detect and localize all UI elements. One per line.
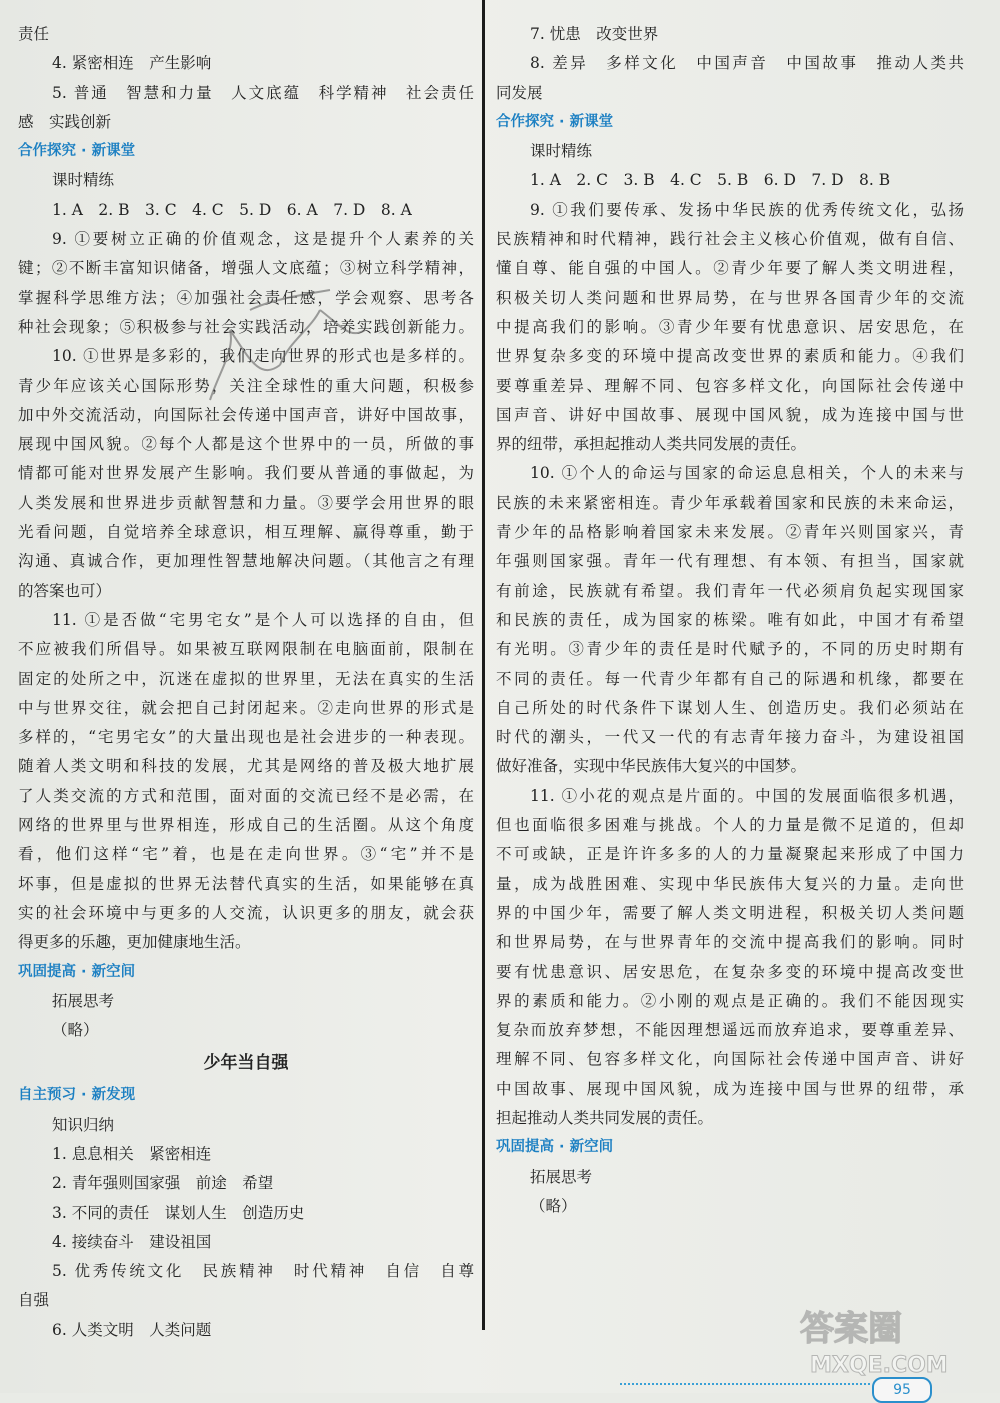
right-text-line: 不同的责任。每一代青少年都有自己的际遇和机缘，都要在 [496, 669, 964, 688]
left-text-line: 4. 接续奋斗 建设祖国 [52, 1232, 212, 1251]
left-text-line: 中与世界交往，就会把自己封闭起来。②走向世界的形式是 [18, 698, 474, 717]
subheading: 课时精练 [52, 171, 115, 190]
left-text-line: 9. ①要树立正确的价值观念，这是提升个人素养的关 [52, 230, 474, 249]
right-text-line: 1. A 2. C 3. B 4. C 5. B 6. D 7. D 8. B [530, 171, 891, 190]
right-text-line: 青少年的品格影响着国家未来发展。②青年兴则国家兴，青 [496, 523, 964, 542]
watermark-logo [790, 1300, 980, 1380]
subheading: 拓展思考 [530, 1167, 593, 1186]
right-text-line: 年强则国家强。青年一代有理想、有本领、有担当，国家就 [496, 552, 964, 571]
right-text-line: 国声音、讲好中国故事、展现中国风貌，成为连接中国与世 [496, 405, 964, 424]
left-text-line: 光看问题，自觉培养全球意识，相互理解、赢得尊重，勤于 [18, 523, 474, 542]
left-text-line: 4. 紧密相连 产生影响 [52, 54, 212, 73]
right-text-line: 9. ①我们要传承、发扬中华民族的优秀传统文化，弘扬 [530, 200, 964, 219]
left-text-line: 感 实践创新 [18, 112, 112, 131]
left-text-line: 了人类交流的方式和范围，面对面的交流已经不是必需，在 [18, 786, 474, 805]
left-text-line: 的答案也可） [18, 581, 112, 600]
section-heading: 巩固提高 · 新空间 [18, 963, 136, 980]
right-text-line: 中国故事、展现中国风貌，成为连接中国与世界的纽带，承 [496, 1079, 964, 1098]
right-text-line: 世界复杂多变的环境中提高改变世界的素质和能力。④我们 [496, 347, 964, 366]
left-text-line: 自强 [18, 1291, 50, 1310]
pencil-scribble [190, 270, 390, 430]
right-text-line: 和世界局势，在与世界青年的交流中提高我们的影响。同时 [496, 933, 964, 952]
right-text-line: 理解不同、包容多样文化，向国际社会传递中国声音、讲好 [496, 1050, 964, 1069]
left-text-line: 2. 青年强则国家强 前途 希望 [52, 1174, 274, 1193]
right-text-line: 有光明。③青少年的责任是时代赋予的，不同的历史时期有 [496, 640, 964, 659]
left-text-line: 展现中国风貌。②每个人都是这个世界中的一员，所做的事 [18, 435, 474, 454]
right-text-line: 不可或缺，正是许许多多的人的力量凝聚起来形成了中国力 [496, 845, 964, 864]
page-footer [600, 1379, 1000, 1398]
left-text-line: 1. 息息相关 紧密相连 [52, 1144, 212, 1163]
section-heading: 巩固提高 · 新空间 [496, 1139, 614, 1156]
subheading: 拓展思考 [52, 991, 115, 1010]
column-divider [482, 0, 485, 1330]
right-text-line: 要尊重差异、理解不同、包容多样文化，向国际社会传递中 [496, 376, 964, 395]
right-text-line: 10. ①个人的命运与国家的命运息息相关，个人的未来与 [530, 464, 964, 483]
left-text-line: 11. ①是否做“宅男宅女”是个人可以选择的自由，但 [52, 610, 474, 629]
right-text-line: 中提高我们的影响。③青少年要有忧患意识、居安思危，在 [496, 317, 964, 336]
left-text-line: 5. 优秀传统文化 民族精神 时代精神 自信 自尊 [52, 1262, 474, 1281]
right-text-line: 担起推动人类共同发展的责任。 [496, 1108, 714, 1127]
right-text-line: 时代的潮头，一代又一代的有志青年接力奋斗，为建设祖国 [496, 728, 964, 747]
right-text-line: 自己所处的时代条件下谋划人生、创造历史。我们必须站在 [496, 698, 964, 717]
left-text-line: 人类发展和世界进步贡献智慧和力量。③要学会用世界的眼 [18, 493, 474, 512]
left-column [18, 20, 474, 1345]
section-heading: 合作探究 · 新课堂 [18, 143, 136, 160]
subheading: （略） [52, 1021, 99, 1040]
svg-text:MXQE.COM: MXQE.COM [810, 1353, 948, 1378]
subheading: 课时精练 [530, 142, 593, 161]
right-text-line: 有前途，民族就有希望。我们青年一代必须肩负起实现国家 [496, 581, 964, 600]
right-text-line: 积极关切人类问题和世界局势，在与世界各国青少年的交流 [496, 288, 964, 307]
left-text-line: 随着人类文明和科技的发展，尤其是网络的普及极大地扩展 [18, 757, 474, 776]
right-text-line: 界的纽带，承担起推动人类共同发展的责任。 [496, 435, 807, 454]
left-text-line: 青少年应该关心国际形势，关注全球性的重大问题，积极参 [18, 376, 474, 395]
right-text-line: 7. 忧患 改变世界 [530, 25, 659, 43]
left-text-line: 5. 普通 智慧和力量 人文底蕴 科学精神 社会责任 [52, 83, 474, 102]
left-text-line: 坏事，但是虚拟的世界无法替代真实的生活，如果能够在真 [18, 874, 474, 893]
left-text-line: 掌握科学思维方法；④加强社会责任感，学会观察、思考各 [18, 288, 474, 307]
left-text-line: 加中外交流活动，向国际社会传递中国声音，讲好中国故事， [18, 405, 474, 424]
right-text-line: 同发展 [496, 83, 543, 102]
left-text-line: 10. ①世界是多彩的，我们走向世界的形式也是多样的。 [52, 347, 474, 366]
left-text-line: 固定的处所之中，沉迷在虚拟的世界里，无法在真实的生活 [18, 669, 474, 688]
right-column [496, 20, 964, 1221]
right-text-line: 11. ①小花的观点是片面的。中国的发展面临很多机遇， [530, 786, 964, 805]
left-text-line: 责任 [18, 25, 50, 43]
footer-dotted-line [620, 1383, 870, 1385]
right-text-line: 民族的未来紧密相连。青少年承载着国家和民族的未来命运， [496, 493, 964, 512]
left-text-line: 种社会现象；⑤积极参与社会实践活动，培养实践创新能力。 [18, 317, 474, 336]
right-text-line: 界的中国少年，需要了解人类文明进程，积极关切人类问题 [496, 903, 964, 922]
subheading: （略） [530, 1196, 577, 1215]
right-text-line: 量，成为战胜困难、实现中华民族伟大复兴的力量。走向世 [496, 874, 964, 893]
left-text-line: 1. A 2. B 3. C 4. C 5. D 6. A 7. D 8. A [52, 200, 412, 219]
left-text-line: 得更多的乐趣，更加健康地生活。 [18, 933, 251, 952]
left-text-line: 实的社会环境中与更多的人交流，认识更多的朋友，就会获 [18, 903, 474, 922]
right-text-line: 懂自尊、能自强的中国人。②青少年要了解人类文明进程， [496, 259, 964, 278]
left-text-line: 看，他们这样“宅”着，也是在走向世界。③“宅”并不是 [18, 845, 474, 864]
left-text-line: 不应被我们所倡导。如果被互联网限制在电脑面前，限制在 [18, 640, 474, 659]
section-heading: 合作探究 · 新课堂 [496, 113, 614, 130]
right-text-line: 8. 差异 多样文化 中国声音 中国故事 推动人类共 [530, 54, 964, 73]
left-text-line: 3. 不同的责任 谋划人生 创造历史 [52, 1203, 305, 1222]
page-number: 95 [872, 1377, 932, 1403]
right-text-line: 复杂而放弃梦想，不能因理想遥远而放弃追求，要尊重差异、 [496, 1021, 964, 1040]
right-text-line: 民族精神和时代精神，践行社会主义核心价值观，做有自信、 [496, 230, 964, 249]
left-text-line: 6. 人类文明 人类问题 [52, 1320, 212, 1339]
subheading: 知识归纳 [52, 1115, 115, 1134]
right-text-line: 要有忧患意识、居安思危，在复杂多变的环境中提高改变世 [496, 962, 964, 981]
left-text-line: 网络的世界里与世界相连，形成自己的生活圈。从这个角度 [18, 816, 474, 835]
svg-text:答案圈: 答案圈 [800, 1309, 902, 1349]
right-text-line: 做好准备，实现中华民族伟大复兴的中国梦。 [496, 757, 807, 776]
lesson-title: 少年当自强 [203, 1053, 289, 1074]
left-text-line: 键；②不断丰富知识储备，增强人文底蕴；③树立科学精神， [18, 259, 474, 278]
right-text-line: 和民族的责任，成为国家的栋梁。唯有如此，中国才有希望 [496, 610, 964, 629]
left-text-line: 沟通、真诚合作，更加理性智慧地解决问题。（其他言之有理 [18, 552, 474, 571]
left-text-line: 多样的，“宅男宅女”的大量出现也是社会进步的一种表现。 [18, 728, 474, 747]
right-text-line: 界的素质和能力。②小刚的观点是正确的。我们不能因现实 [496, 991, 964, 1010]
right-text-line: 但也面临很多困难与挑战。个人的力量是微不足道的，但却 [496, 816, 964, 835]
left-text-line: 情都可能对世界发展产生影响。我们要从普通的事做起，为 [18, 464, 474, 483]
section-heading: 自主预习 · 新发现 [18, 1087, 136, 1104]
